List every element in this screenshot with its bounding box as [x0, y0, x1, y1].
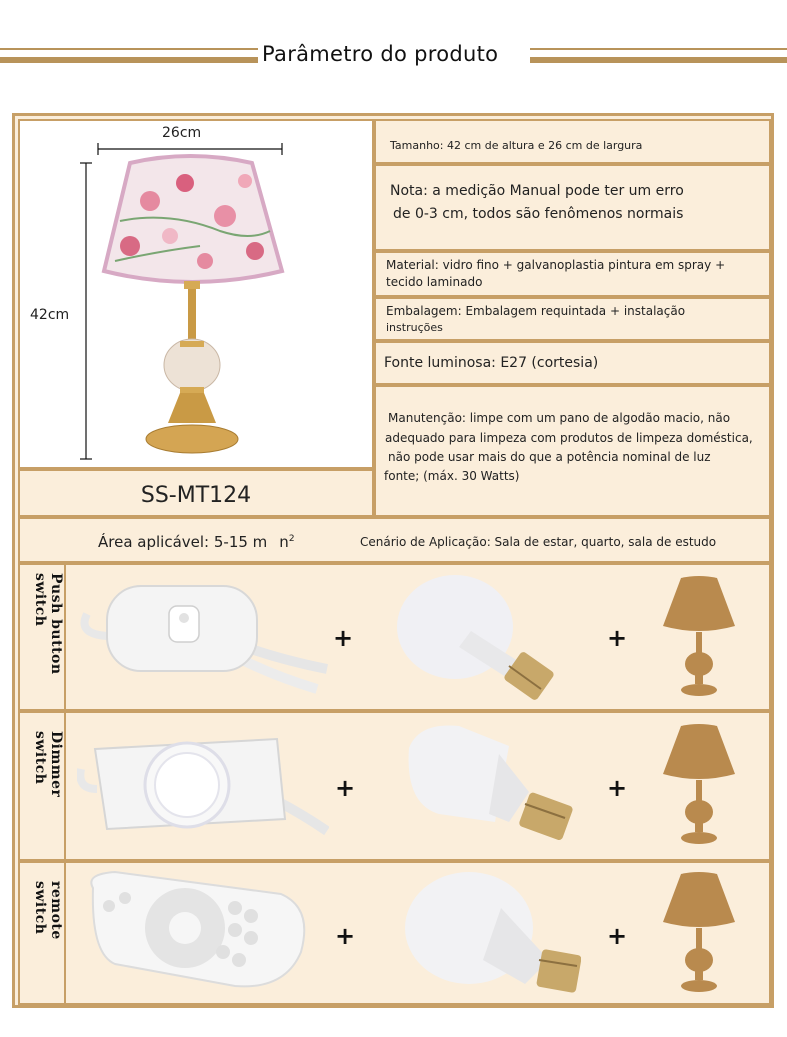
- model-cell: [18, 469, 374, 517]
- section-header: [0, 40, 787, 70]
- bulb-image: [399, 718, 579, 848]
- maintenance-line-1: Manutenção: limpe com um pano de algodão macio, não: [388, 411, 731, 425]
- packaging-line-1: Embalagem: Embalagem requintada + instalação: [386, 304, 686, 318]
- plus-sign: +: [335, 922, 356, 950]
- maintenance-line-3: não pode usar mais do que a potência nominal de luz: [388, 450, 711, 464]
- lamp-silhouette-icon: [659, 574, 739, 702]
- lamp-silhouette-icon: [659, 722, 739, 850]
- light-source-cell: [374, 341, 771, 385]
- application-cell: [18, 517, 771, 563]
- section-title: Parâmetro do produto: [262, 42, 499, 66]
- material-cell: [374, 251, 771, 297]
- option-label-cell-push: [18, 563, 66, 711]
- bulb-image: [401, 868, 581, 998]
- option-label-cell-dimmer: [18, 711, 66, 861]
- plus-sign: +: [607, 922, 628, 950]
- note-line-2: de 0-3 cm, todos são fenômenos normais: [393, 206, 684, 222]
- packaging-cell: [374, 297, 771, 341]
- option-label-remote: remote switch: [32, 881, 64, 940]
- plus-sign: +: [607, 624, 628, 652]
- height-label: 42cm: [30, 307, 70, 323]
- spec-table: [12, 113, 774, 1008]
- model-number: SS-MT124: [140, 483, 252, 508]
- applicable-area-text: Área aplicável: 5-15 m: [98, 533, 268, 551]
- size-text: Tamanho: 42 cm de altura e 26 cm de largura: [390, 139, 643, 152]
- maintenance-cell: [374, 385, 771, 517]
- maintenance-line-2: adequado para limpeza com produtos de limpeza doméstica,: [385, 431, 753, 445]
- note-cell: [374, 164, 771, 251]
- material-line-2: tecido laminado: [386, 275, 483, 289]
- remote-image: [85, 868, 315, 994]
- light-source-text: Fonte luminosa: E27 (cortesia): [384, 355, 599, 371]
- applicable-area: Área aplicável: 5-15 m $n^2$: [98, 533, 295, 551]
- option-label-push: Push button switch: [32, 573, 64, 675]
- product-image-box: [18, 119, 374, 469]
- bulb-image: [391, 571, 561, 701]
- maintenance-line-4: fonte; (máx. 30 Watts): [384, 469, 520, 483]
- packaging-line-2: instruções: [386, 321, 443, 334]
- width-label: 26cm: [162, 125, 202, 141]
- lamp-silhouette-icon: [659, 870, 739, 998]
- plus-sign: +: [333, 624, 354, 652]
- push-switch-image: [77, 574, 329, 694]
- area-superscript: 2: [288, 534, 295, 544]
- lamp-photo: [20, 121, 372, 467]
- plus-sign: +: [335, 774, 356, 802]
- option-label-dimmer: Dimmer switch: [32, 731, 64, 798]
- size-cell: [374, 119, 771, 164]
- application-scenario: Cenário de Aplicação: Sala de estar, quarto, sala de estudo: [360, 535, 717, 549]
- plus-sign: +: [607, 774, 628, 802]
- material-line-1: Material: vidro fino + galvanoplastia pintura em spray +: [386, 258, 726, 272]
- note-line-1: Nota: a medição Manual pode ter um erro: [390, 183, 684, 199]
- option-label-cell-remote: [18, 861, 66, 1005]
- dimmer-image: [77, 719, 329, 847]
